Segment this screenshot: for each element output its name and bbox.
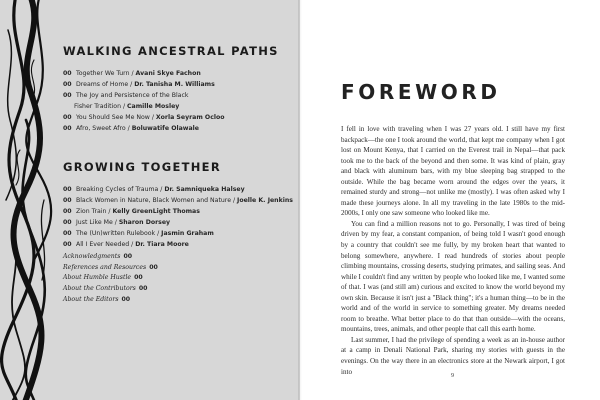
back-matter-title: References and Resources — [63, 263, 147, 271]
entry-title: The (Un)written Rulebook / — [75, 230, 162, 237]
entry-contributor: Xorla Seyram Ocloo — [155, 114, 225, 121]
back-matter-entry[interactable] — [63, 252, 158, 263]
entry-contributor: Sharon Dorsey — [118, 219, 171, 226]
toc-entry[interactable] — [63, 239, 295, 250]
page-number: 00 — [63, 197, 72, 204]
page-gutter — [298, 0, 302, 400]
back-matter-entry[interactable] — [63, 284, 158, 295]
toc-entry[interactable] — [63, 184, 295, 195]
toc-entry[interactable] — [63, 195, 295, 206]
entry-contributor: Jasmin Graham — [161, 230, 214, 237]
section-heading-walking-ancestral-paths: WALKING ANCESTRAL PATHS — [63, 44, 279, 58]
page-number: 00 — [63, 114, 72, 121]
entry-contributor: Dr. Tiara Moore — [135, 241, 189, 248]
entry-title: You Should See Me Now / — [75, 114, 156, 121]
entry-title: Dreams of Home / — [75, 81, 135, 88]
page-number: 00 — [63, 219, 72, 226]
page-number: 00 — [123, 253, 133, 260]
entry-contributor: Dr. Samniqueka Halsey — [164, 186, 245, 193]
page-number: 00 — [121, 295, 131, 303]
entry-title: The Joy and Persistence of the Black — [75, 92, 189, 99]
page-number: 00 — [63, 186, 72, 193]
toc-entry[interactable] — [63, 112, 295, 123]
body-paragraph: Last summer, I had the privilege of spending a week as an in-house author at a camp in Denali National Park, sharing my stories with guests in the evenings. On the way there in an electronics store at the Newark airport, I got into — [341, 335, 565, 376]
entry-title: Afro, Sweet Afro / — [75, 125, 132, 132]
toc-entry[interactable] — [63, 79, 295, 90]
entry-contributor: Camille Mosley — [127, 103, 180, 110]
foreword-title: FOREWORD — [341, 80, 501, 104]
page-number: 00 — [63, 81, 72, 88]
back-matter-entry[interactable] — [63, 295, 158, 306]
toc-list-growing-together — [63, 184, 295, 250]
roots-illustration — [0, 0, 58, 400]
page-number: 00 — [63, 230, 72, 237]
folio-page-number: 9 — [451, 373, 454, 379]
entry-title: Together We Turn / — [75, 70, 136, 77]
body-paragraph: You can find a million reasons not to go. Personally, I was tired of being driven by my fear, a constant companion, of being told I wasn't good enough by a country that couldn't see me fully, by my broken heart that wanted to belong somewhere, anywhere. I read hundreds of stories about people climbing mountains, crossing deserts, studying primates, and sailing seas. And while I couldn't find any written by people who looked like me, I wanted some of that. I was (and still am) curious and excited to know the world beyond my own skin. Because it isn't just a "Black thing"; it's a human thing—to be in the world and of the world in service to something greater. My dreams needed room to breathe. What better place to do that than outside—with the oceans, mountains, trees, animals, and other people that call this earth home. — [341, 219, 565, 334]
back-matter-entry[interactable] — [63, 273, 158, 284]
toc-entry[interactable] — [63, 206, 295, 217]
back-matter-entry[interactable] — [63, 263, 158, 274]
entry-title-continued: Fisher Tradition / — [74, 103, 128, 110]
back-matter-title: About the Contributors — [63, 285, 136, 293]
back-matter-title: About the Editors — [63, 295, 119, 303]
foreword-body — [341, 124, 565, 377]
page-number: 00 — [63, 241, 72, 248]
entry-contributor: Joelle K. Jenkins — [237, 197, 293, 204]
toc-entry[interactable] — [63, 228, 295, 239]
entry-contributor: Kelly GreenLight Thomas — [112, 208, 200, 215]
toc-entry[interactable] — [63, 68, 295, 79]
page-number: 00 — [138, 285, 148, 293]
toc-entry[interactable] — [63, 217, 295, 228]
entry-title: Zion Train / — [75, 208, 113, 215]
entry-title: Black Women in Nature, Black Women and Nature / — [75, 197, 238, 204]
toc-entry[interactable] — [63, 90, 295, 112]
back-matter-title: Acknowledgments — [63, 253, 121, 260]
page-number: 00 — [63, 125, 72, 132]
toc-list-walking-ancestral-paths — [63, 68, 295, 134]
page-number: 00 — [63, 92, 72, 99]
back-matter-list — [63, 252, 158, 306]
page-number: 00 — [63, 70, 72, 77]
entry-title: Breaking Cycles of Trauma / — [75, 186, 165, 193]
back-matter-title: About Humble Hustle — [63, 274, 132, 282]
entry-contributor: Dr. Tanisha M. Williams — [134, 81, 215, 88]
entry-title: Just Like Me / — [75, 219, 119, 226]
toc-entry[interactable] — [63, 123, 295, 134]
entry-contributor: Boluwatife Olawale — [131, 125, 199, 132]
entry-contributor: Avani Skye Fachon — [135, 70, 201, 77]
body-paragraph: I fell in love with traveling when I was 27 years old. I still have my first backpack—the one I took around the world, that kept me company when I got lost on Mount Kenya, that I carried on the Everest trail in Nepal—that pack took me to the back of the beyond and then some. It was kind of plain, gray and black with aluminum bars, with my blue sleeping bag strapped to the outside. While the bag became worn around the edges over the years, it remained sturdy and strong—not unlike me (mostly). I was often asked why I made these journeys alone. In all my traveling in the late 1980s to the mid-2000s, I only one saw someone who looked like me. — [341, 125, 565, 218]
entry-title: All I Ever Needed / — [75, 241, 136, 248]
section-heading-growing-together: GROWING TOGETHER — [63, 160, 221, 174]
page-number: 00 — [134, 274, 143, 282]
page-number: 00 — [63, 208, 72, 215]
page-number: 00 — [149, 263, 158, 271]
